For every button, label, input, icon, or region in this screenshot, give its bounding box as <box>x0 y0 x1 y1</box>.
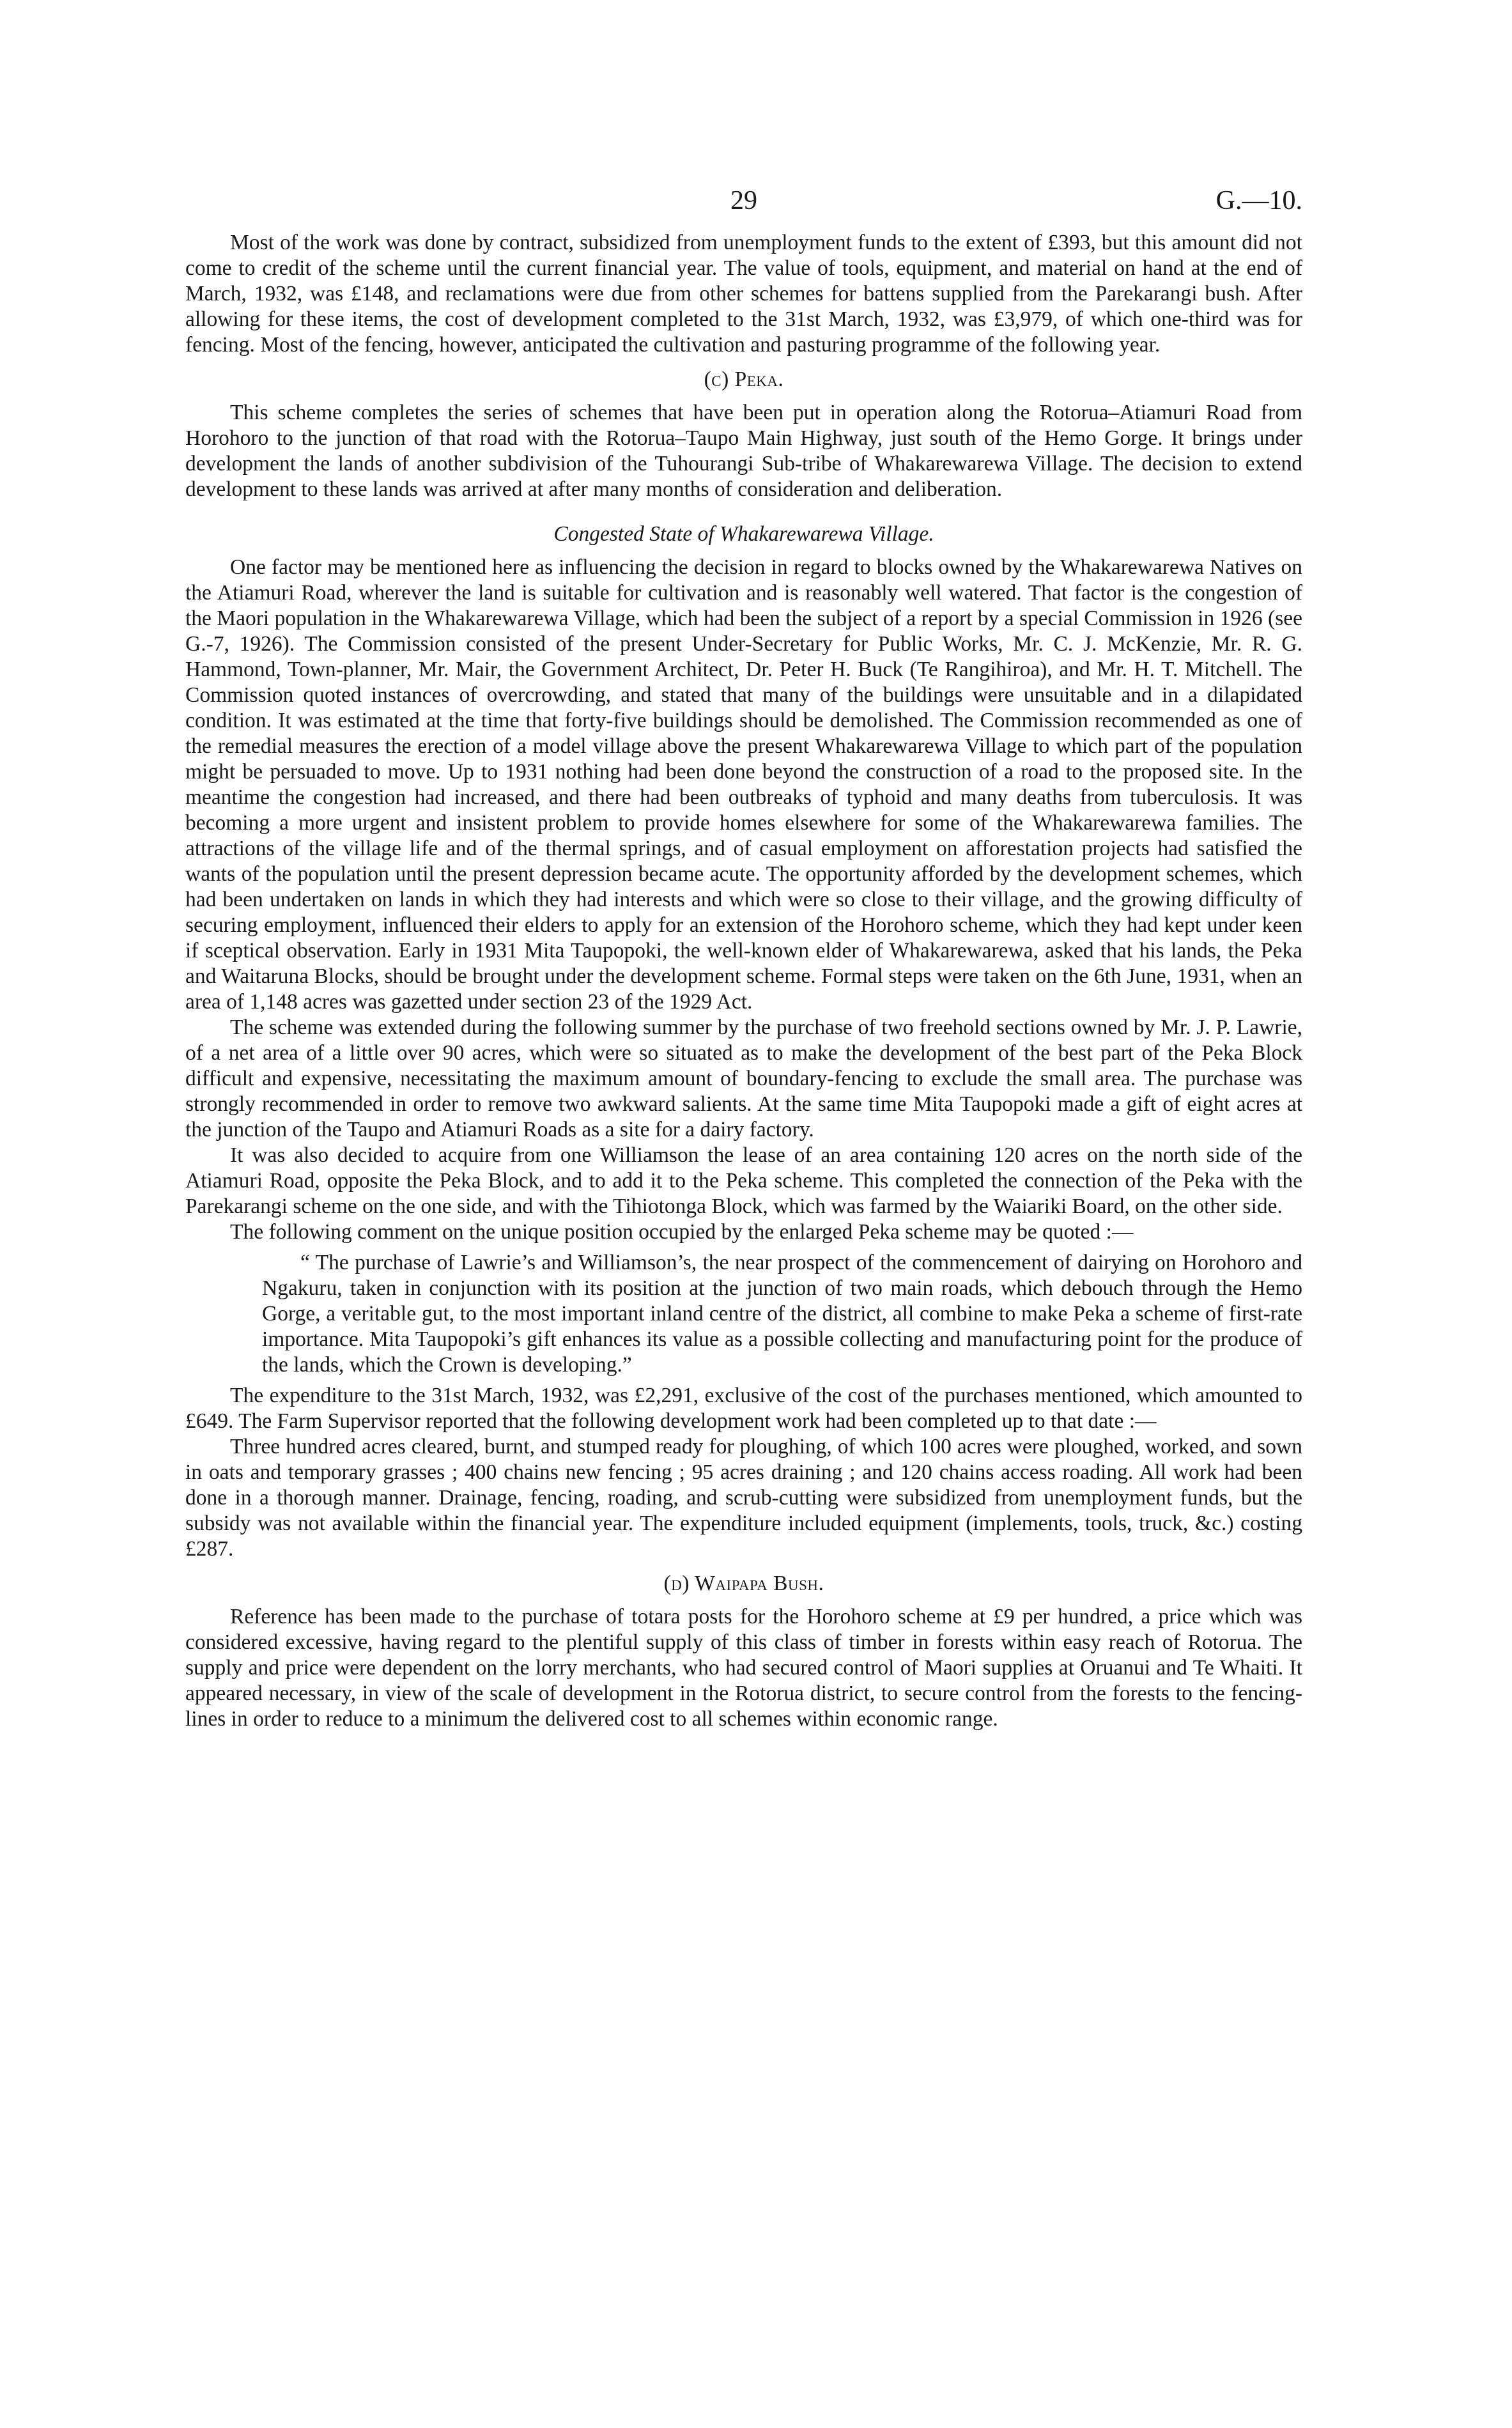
paragraph-expenditure: The expenditure to the 31st March, 1932, was £2,291, exclusive of the cost of the purchases mentioned, which amounted to £649. The Farm Supervisor reported that the following development work had been completed up to that date :— <box>185 1384 1302 1433</box>
paragraph-comment-intro: The following comment on the unique position occupied by the enlarged Peka scheme may be quoted :— <box>230 1220 1134 1244</box>
subheading-congested-village: Congested State of Whakarewarewa Village. <box>553 522 934 546</box>
document-page <box>185 185 1302 1732</box>
paragraph-totara-posts: Reference has been made to the purchase of totara posts for the Horohoro scheme at £9 per hundred, a price which was considered excessive, having regard to the plentiful supply of this class of timber in forests within easy reach of Rotorua. The supply and price were dependent on the lorry merchants, who had secured control of Maori supplies at Oruanui and Te Whaiti. It appeared necessary, in view of the scale of development in the Rotorua district, to secure control from the forests to the fencing-lines in order to reduce to a minimum the delivered cost to all schemes within economic range. <box>185 1605 1302 1731</box>
paragraph-congestion: One factor may be mentioned here as influencing the decision in regard to blocks owned by the Whakarewarewa Natives on the Atiamuri Road, wherever the land is suitable for cultivation and is reasonably well watered. That factor is the congestion of the Maori population in the Whakarewarewa Village, which had been the subject of a report by a special Commission in 1926 (see G.-7, 1926). The Commission consisted of the present Under-Secretary for Public Works, Mr. C. J. McKenzie, Mr. R. G. Hammond, Town-planner, Mr. Mair, the Government Architect, Dr. Peter H. Buck (Te Rangihiroa), and Mr. H. T. Mitchell. The Commission quoted instances of overcrowding, and stated that many of the buildings were unsuitable and in a dilapidated condition. It was estimated at the time that forty-five buildings should be demolished. The Commission recommended as one of the remedial measures the erection of a model village above the present Whakarewarewa Village to which part of the population might be persuaded to move. Up to 1931 nothing had been done beyond the construction of a road to the proposed site. In the meantime the congestion had increased, and there had been outbreaks of typhoid and many deaths from tuberculosis. It was becoming a more urgent and insistent problem to provide homes elsewhere for some of the Whakarewarewa families. The attractions of the village life and of the thermal springs, and of casual employment on afforestation projects had satisfied the wants of the population until the present depression became acute. The opportunity afforded by the development schemes, which had been undertaken on lands in which they had interests and which were so close to their village, and the growing difficulty of securing employment, influenced their elders to apply for an extension of the Horohoro scheme, which they had kept under keen if sceptical observation. Early in 1931 Mita Taupopoki, the well-known elder of Whakarewarewa, asked that his lands, the Peka and Waitaruna Blocks, should be brought under the development scheme. Formal steps were taken on the 6th June, 1931, when an area of 1,148 acres was gazetted under section 23 of the 1929 Act. <box>185 555 1302 1014</box>
paragraph-lawrie-purchase: The scheme was extended during the following summer by the purchase of two freehold sections owned by Mr. J. P. Lawrie, of a net area of a little over 90 acres, which were so situated as to make the development of the best part of the Peka Block difficult and expensive, necessitating the maximum amount of boundary-fencing to exclude the small area. The purchase was strongly recommended in order to remove two awkward salients. At the same time Mita Taupopoki made a gift of eight acres at the junction of the Taupo and Atiamuri Roads as a site for a dairy factory. <box>185 1016 1302 1141</box>
paragraph-peka-scheme: This scheme completes the series of schemes that have been put in operation along the Rotorua–Atiamuri Road from Horohoro to the junction of that road with the Rotorua–Taupo Main Highway, just south of the Hemo Gorge. It brings under development the lands of another subdivision of the Tuhourangi Sub-tribe of Whakarewarewa Village. The decision to extend development to these lands was arrived at after many months of consideration and deliberation. <box>185 401 1302 501</box>
block-quote: “ The purchase of Lawrie’s and Williamson’s, the near prospect of the commencement of dairying on Horohoro and Ngakuru, taken in conjunction with its position at the junction of two main roads, which debouch through the Hemo Gorge, a veritable gut, to the most important inland centre of the district, all combine to make Peka a scheme of first-rate importance. Mita Taupopoki’s gift enhances its value as a possible collecting and manufacturing point for the produce of the lands, which the Crown is developing.” <box>262 1251 1302 1377</box>
paragraph-fencing-costs: Most of the work was done by contract, subsidized from unemployment funds to the extent of £393, but this amount did not come to credit of the scheme until the current financial year. The value of tools, equipment, and material on hand at the end of March, 1932, was £148, and reclamations were due from other schemes for battens supplied from the Parekarangi bush. After allowing for these items, the cost of development completed to the 31st March, 1932, was £3,979, of which one-third was for fencing. Most of the fencing, however, anticipated the cultivation and pasturing programme of the following year. <box>185 231 1302 357</box>
paragraph-williamson-lease: It was also decided to acquire from one Williamson the lease of an area containing 120 acres on the north side of the Atiamuri Road, opposite the Peka Block, and to add it to the Peka scheme. This completed the connection of the Peka with the Parekarangi scheme on the one side, and with the Tihiotonga Block, which was farmed by the Waiariki Board, on the other side. <box>185 1143 1302 1218</box>
section-heading-waipapa: (d) Waipapa Bush. <box>663 1572 824 1595</box>
page-number: 29 <box>730 186 757 215</box>
paragraph-development-work: Three hundred acres cleared, burnt, and stumped ready for ploughing, of which 100 acres were ploughed, worked, and sown in oats and temporary grasses ; 400 chains new fencing ; 95 acres draining ; and 120 chains access roading. All work had been done in a thorough manner. Drainage, fencing, roading, and scrub-cutting were subsidized from unemployment funds, but the subsidy was not available within the financial year. The expenditure included equipment (implements, tools, truck, &c.) costing £287. <box>185 1435 1302 1561</box>
page-header <box>185 185 1302 230</box>
document-reference: G.—10. <box>1215 186 1302 215</box>
section-heading-peka: (c) Peka. <box>704 367 784 391</box>
body-text <box>185 230 1302 1732</box>
